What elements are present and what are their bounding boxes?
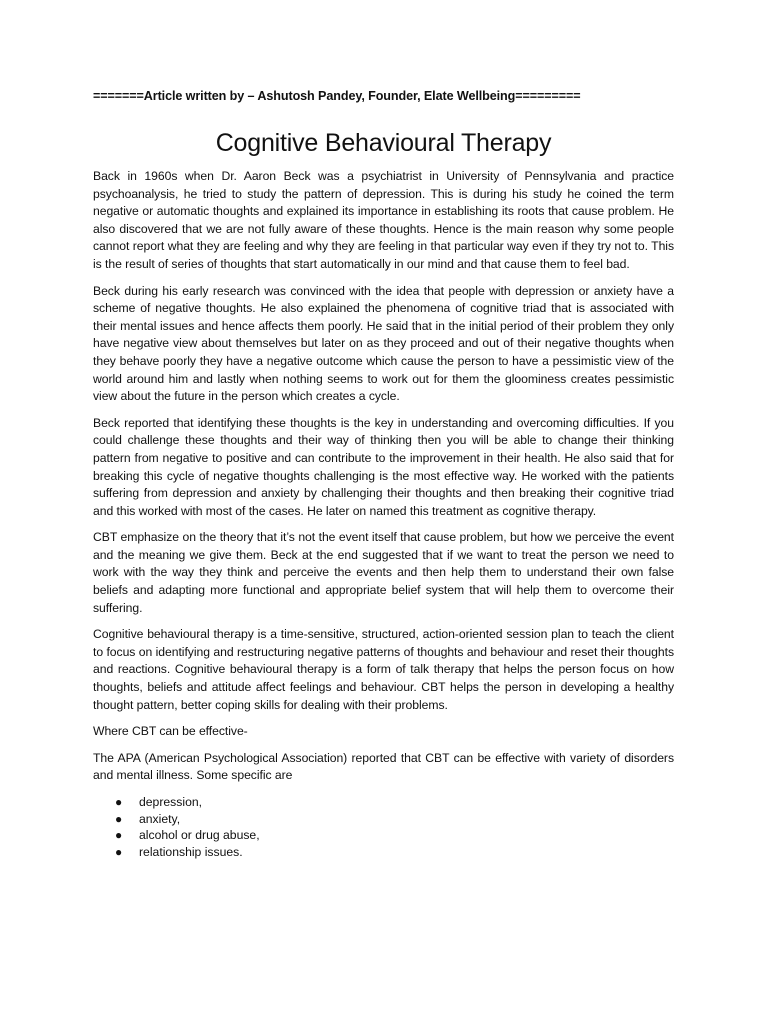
paragraph-cbt-definition: Cognitive behavioural therapy is a time-sensitive, structured, action-oriented session plan to teach the client to focus on identifying and restructuring negative patterns of thoughts and behaviour and reset their thoughts and reactions. Cognitive behavioural therapy is a form of talk therapy that helps the person focus on how thoughts, beliefs and attitude affect feelings and behaviour. CBT helps the person in developing a healthy thought pattern, better coping skills for dealing with their problems.: [93, 627, 674, 712]
list-item: [115, 844, 674, 861]
document-title: Cognitive Behavioural Therapy: [215, 129, 552, 157]
paragraph-cbt-theory: CBT emphasize on the theory that it’s not the event itself that cause problem, but how we perceive the event and the meaning we give them. Beck at the end suggested that if we want to treat the person we need to work with the way they think and perceive the events and then help them to understand their own false beliefs and adapting more functional and appropriate belief system that will help them to overcome their suffering.: [93, 530, 674, 615]
list-item: [115, 794, 674, 811]
paragraph-history: Back in 1960s when Dr. Aaron Beck was a psychiatrist in University of Pennsylvania and practice psychoanalysis, he tried to study the pattern of depression. This is during his study he coined the term negative or automatic thoughts and explained its importance in establishing its roots that cause problem. He also discovered that we are not fully aware of these thoughts. Hence is the main reason why some people cannot report what they are feeling and why they are feeling in that particular way even if they try not to. This is the result of series of thoughts that start automatically in our mind and that cause them to feel bad.: [93, 169, 674, 271]
article-byline: =======Article written by – Ashutosh Pandey, Founder, Elate Wellbeing=========: [93, 89, 581, 103]
paragraph-identifying-thoughts: Beck reported that identifying these thoughts is the key in understanding and overcoming difficulties. If you could challenge these thoughts and their way of thinking then you will be able to change their thinking pattern from negative to positive and can contribute to the improvement in their health. He also said that for breaking this cycle of negative thoughts challenging is the most effective way. He worked with the patients suffering from depression and anxiety by challenging their thoughts and then breaking their cognitive triad and this worked with most of the cases. He later on named this treatment as cognitive therapy.: [93, 415, 674, 518]
list-item-text: anxiety,: [139, 811, 181, 826]
list-item: [115, 811, 674, 828]
bullet-icon: ●: [115, 828, 123, 843]
disorder-list: [93, 794, 674, 860]
bullet-icon: ●: [115, 795, 123, 809]
list-item-text: alcohol or drug abuse,: [139, 828, 260, 843]
list-item: [115, 827, 674, 844]
paragraph-apa-report: The APA (American Psychological Association) reported that CBT can be effective with variety of disorders and mental illness. Some specific are: [93, 750, 674, 783]
list-item-text: relationship issues.: [139, 844, 243, 859]
paragraph-cognitive-triad: Beck during his early research was convinced with the idea that people with depression or anxiety have a scheme of negative thoughts. He also explained the phenomena of cognitive triad that is associated with their mental issues and hence affects them poorly. He said that in the initial period of their problem they only have negative view about themselves but later on as they proceed and out of their negative thoughts when they behave poorly they have a negative outcome which cause the person to have a pessimistic view of the world around him and lastly when nothing seems to work out for them the gloominess creates pessimistic view about the future in the person which creates a cycle.: [93, 283, 674, 404]
bullet-icon: ●: [115, 811, 123, 826]
bullet-icon: ●: [115, 844, 123, 859]
section-heading-effective: Where CBT can be effective-: [93, 724, 248, 739]
list-item-text: depression,: [139, 795, 203, 809]
